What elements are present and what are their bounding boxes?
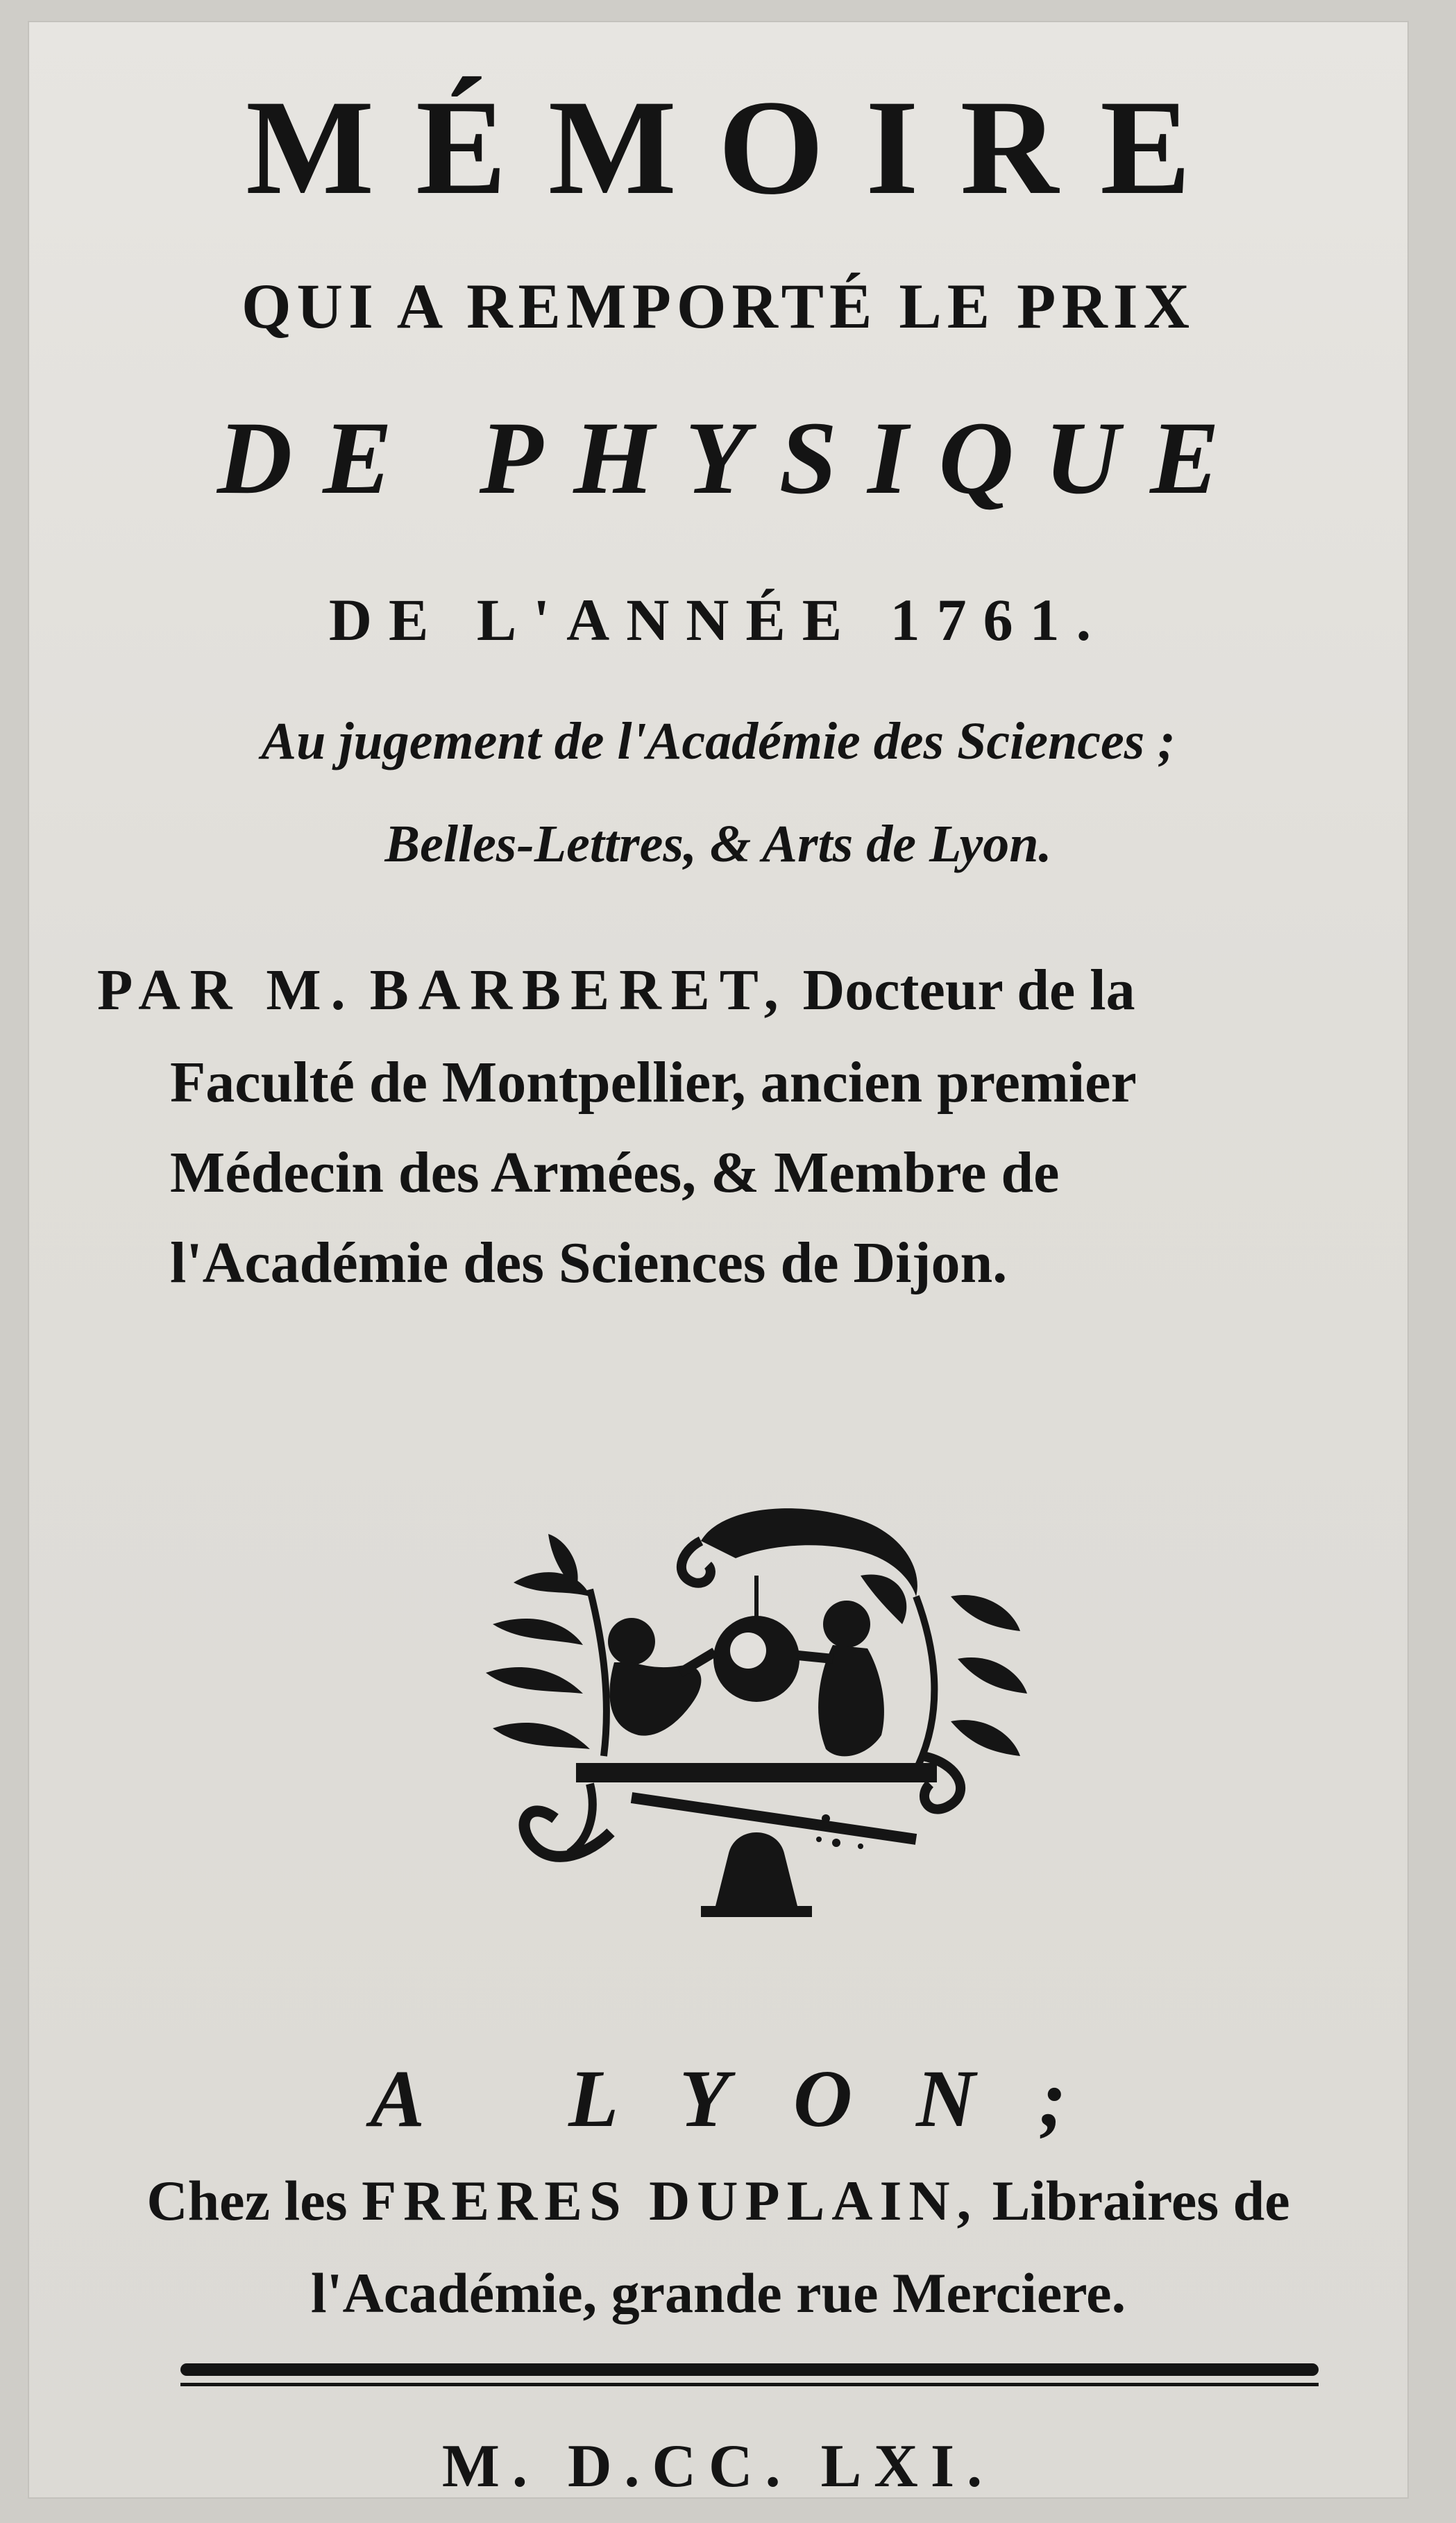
title-page	[28, 21, 1409, 2499]
author-line-4: l'Académie des Sciences de Dijon.	[170, 1231, 1008, 1295]
imprint-printer-line	[28, 2169, 1409, 2232]
author-line-2: Faculté de Montpellier, ancien premier	[170, 1050, 1137, 1115]
printer-name: FRERES DUPLAIN,	[362, 2169, 979, 2232]
academy-line-1: Au jugement de l'Académie des Sciences ;	[261, 712, 1176, 770]
publication-date: M. D.CC. LXI.	[441, 2433, 995, 2500]
printers-ornament-cherubs-icon	[472, 1492, 1041, 1923]
author-line-3: Médecin des Armées, & Membre de	[170, 1140, 1060, 1205]
printer-prefix: Chez les	[146, 2169, 348, 2232]
thin-rule-divider	[180, 2383, 1319, 2386]
imprint-city: A LYON;	[370, 2053, 1131, 2144]
year-line: DE L'ANNÉE 1761.	[328, 587, 1108, 653]
author-name: BARBERET,	[369, 958, 788, 1022]
imprint-address: l'Académie, grande rue Merciere.	[310, 2261, 1126, 2324]
author-prefix: PAR M.	[97, 958, 355, 1022]
subject-heading: DE PHYSIQUE	[217, 400, 1251, 516]
author-line-1-rest: Docteur de la	[802, 958, 1135, 1022]
page-title: MÉMOIRE	[246, 72, 1233, 223]
academy-line-2: Belles-Lettres, & Arts de Lyon.	[384, 815, 1052, 873]
thick-rule-divider	[180, 2363, 1319, 2376]
subtitle: QUI A REMPORTÉ LE PRIX	[241, 271, 1196, 341]
author-line-1	[97, 958, 1374, 1022]
printer-suffix: Libraires de	[992, 2169, 1290, 2232]
